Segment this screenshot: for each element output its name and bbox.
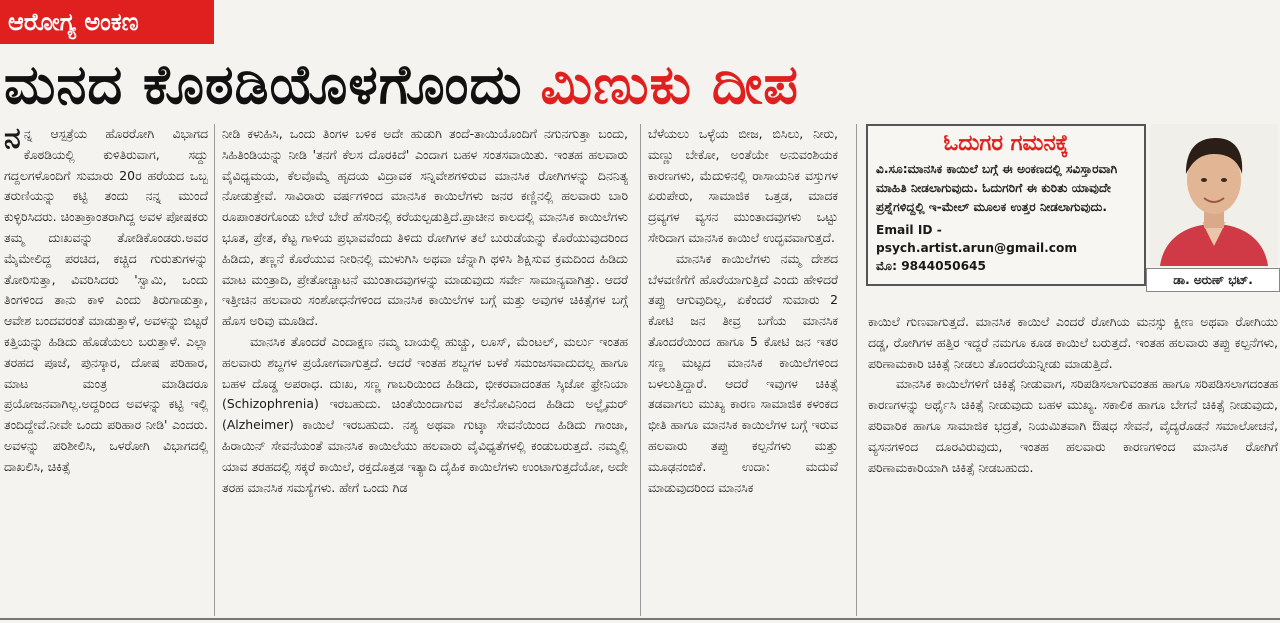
article-column-3 xyxy=(648,124,838,618)
article-paragraph xyxy=(4,124,208,478)
article-text: ನ್ನ ಆಸ್ಪತ್ರೆಯ ಹೊರರೋಗಿ ವಿಭಾಗದ ಕೊಠಡಿಯಲ್ಲಿ ಕುಳಿತಿರುವಾಗ, ಸದ್ದು ಗದ್ದಲಗಳೊಂದಿಗೆ ಸುಮಾರು 20ರ ಹರೆಯದ ಒಬ್ಬ ತರುಣಿಯನ್ನು ಕಟ್ಟಿ ತಂದು ನನ್ನ ಮುಂದೆ ಕುಳ್ಳಿರಿಸಿದರು. ಚಿಂತಾಕ್ರಾಂತರಾಗಿದ್ದ ಅವಳ ಪೋಷಕರು ತಮ್ಮ ದುಃಖವನ್ನು ತೋಡಿಕೊಂಡರು.ಅವರ ಮೈಮೇಲಿದ್ದ ಪರಚಿದ, ಕಚ್ಚಿದ ಗುರುತುಗಳನ್ನು ತೋರಿಸುತ್ತಾ, ವಿವರಿಸಿದರು 'ಸ್ವಾಮಿ, ಒಂದು ತಿಂಗಳಿಂದ ತಾನು ಕಾಳಿ ಎಂದು ತಿರುಗಾಡುತ್ತಾ, ಆವೇಶ ಬಂದವರಂತೆ ಮಾಡುತ್ತಾಳೆ, ಅವಳನ್ನು ಬಿಟ್ಟರೆ ಕತ್ತಿಯನ್ನು ಹಿಡಿದು ಹೊಡೆಯಲು ಬರುತ್ತಾಳೆ. ಎಲ್ಲಾ ತರಹದ ಪೂಜೆ, ಪುನಸ್ಕಾರ, ದೋಷ ಪರಿಹಾರ, ಮಾಟ ಮಂತ್ರ ಮಾಡಿದರೂ ಪ್ರಯೋಜನವಾಗಿಲ್ಲ.ಅದ್ದರಿಂದ ಅವಳನ್ನು ಕಟ್ಟಿ ಇಲ್ಲಿ ತಂದಿದ್ದೇವೆ.ನೀವೇ ಒಂದು ಪರಿಹಾರ ನೀಡಿ' ಎಂದರು. ಅವಳನ್ನು ಪರಿಶೀಲಿಸಿ, ಒಳರೋಗಿ ವಿಭಾಗದಲ್ಲಿ ದಾಖಲಿಸಿ, ಚಿಕಿತ್ಸೆ xyxy=(4,126,208,474)
column-divider xyxy=(214,124,215,616)
section-badge: ಆರೋಗ್ಯ ಅಂಕಣ xyxy=(0,0,214,44)
column-divider xyxy=(640,124,641,616)
headline-part2: ಮಿಣುಕು ದೀಪ xyxy=(540,53,799,116)
drop-cap: ನ xyxy=(4,124,21,156)
article-column-1 xyxy=(4,124,208,618)
author-photo xyxy=(1150,124,1278,266)
article-paragraph: ಬೆಳೆಯಲು ಒಳ್ಳೆಯ ಬೀಜ, ಬಿಸಿಲು, ನೀರು, ಮಣ್ಣು ಬೇಕೋ, ಅಂತೆಯೇ ಅನುವಂಶಿಯಕ ಕಾರಣಗಳು, ಮೆದುಳಿನಲ್ಲಿ ರಾಸಾಯನಿಕ ವಸ್ತುಗಳ ಏರುಪೇರು, ಸಾಮಾಜಿಕ ಒತ್ತಡ, ಮಾದಕ ದ್ರವ್ಯಗಳ ವ್ಯಸನ ಮುಂತಾದವುಗಳು ಒಟ್ಟು ಸೇರಿದಾಗ ಮಾನಸಿಕ ಕಾಯಿಲೆ ಉದ್ಭವವಾಗುತ್ತದೆ. xyxy=(648,126,838,245)
column-divider xyxy=(856,124,857,616)
notice-title: ಓದುಗರ ಗಮನಕ್ಕೆ xyxy=(943,131,1069,156)
bottom-rule xyxy=(0,618,1280,620)
notice-email[interactable]: Email ID - psych.artist.arun@gmail.com xyxy=(876,223,1078,255)
notice-text: ವಿ.ಸೂ:ಮಾನಸಿಕ ಕಾಯಿಲೆ ಬಗ್ಗೆ ಈ ಅಂಕಣದಲ್ಲಿ ಸವಿಸ್ತಾರವಾಗಿ ಮಾಹಿತಿ ನೀಡಲಾಗುವುದು. ಓದುಗರಿಗೆ ಈ ಕುರಿತು ಯಾವುದೇ ಪ್ರಶ್ನೆಗಳಿದ್ದಲ್ಲಿ ಇ-ಮೇಲ್ ಮೂಲಕ ಉತ್ತರ ನೀಡಲಾಗುವುದು. xyxy=(876,162,1118,214)
article-paragraph: ಮಾನಸಿಕ ಕಾಯಿಲೆಗಳಿಗೆ ಚಿಕಿತ್ಸೆ ನೀಡುವಾಗ, ಸರಿಪಡಿಸಲಾಗುವಂತಹ ಹಾಗೂ ಸರಿಪಡಿಸಲಾಗದಂತಹ ಕಾರಣಗಳನ್ನು ಅರ್ಥೈಸಿ ಚಿಕಿತ್ಸೆ ನೀಡುವುದು ಬಹಳ ಮುಖ್ಯ. ಸಕಾಲಿಕ ಹಾಗೂ ಬೇಗನೆ ಚಿಕಿತ್ಸೆ ನೀಡುವುದು, ಪರಿವಾರಿಕ ಹಾಗೂ ಸಾಮಾಜಿಕ ಭದ್ರತೆ, ನಿಯಮಿತವಾಗಿ ಔಷಧ ಸೇವನೆ, ವೈದ್ಯರೊಡನೆ ಸಮಾಲೋಚನೆ, ವ್ಯಸನಗಳಿಂದ ದೂರವಿರುವುದು, ಇಂತಹ ಹಲವಾರು ಕಾರಣಗಳಿಂದ ಮಾನಸಿಕ ರೋಗಿಗೆ ಪರಿಣಾಮಕಾರಿಯಾಗಿ ಚಿಕಿತ್ಸೆ ನೀಡಬಹುದು. xyxy=(868,376,1278,475)
article-paragraph: ಮಾನಸಿಕ ಕಾಯಿಲೆಗಳು ನಮ್ಮ ದೇಶದ ಬೆಳವಣಿಗೆಗೆ ಹೊರೆಯಾಗುತ್ತಿದೆ ಎಂದು ಹೇಳಿದರೆ ತಪ್ಪು ಆಗುವುದಿಲ್ಲ, ಏಕೆಂದರೆ ಸುಮಾರು 2 ಕೋಟಿ ಜನ ತೀವ್ರ ಬಗೆಯ ಮಾನಸಿಕ ತೊಂದರೆಯಿಂದ ಹಾಗೂ 5 ಕೋಟಿ ಜನ ಇತರ ಸಣ್ಣ ಮಟ್ಟದ ಮಾನಸಿಕ ಕಾಯಿಲೆಗಳಿಂದ ಬಳಲುತ್ತಿದ್ದಾರೆ. ಆದರೆ ಇವುಗಳ ಚಿಕಿತ್ಸೆ ತಡವಾಗಲು ಮುಖ್ಯ ಕಾರಣ ಸಾಮಾಜಿಕ ಕಳಂಕದ ಭೀತಿ ಹಾಗೂ ಮಾನಸಿಕ ಕಾಯಿಲೆಗಳ ಬಗ್ಗೆ ಇರುವ ಹಲವಾರು ತಪ್ಪು ಕಲ್ಪನೆಗಳು ಮತ್ತು ಮೂಢನಂಬಿಕೆ. ಉದಾ: ಮದುವೆ ಮಾಡುವುದರಿಂದ ಮಾನಸಿಕ xyxy=(648,250,838,495)
article-column-2 xyxy=(222,124,628,618)
headline xyxy=(4,50,1280,120)
author-portrait-icon xyxy=(1150,124,1278,266)
notice-phone: ಮೊ: 9844050645 xyxy=(876,259,987,273)
article-paragraph: ಕಾಯಿಲೆ ಗುಣವಾಗುತ್ತದೆ. ಮಾನಸಿಕ ಕಾಯಿಲೆ ಎಂದರೆ ರೋಗಿಯ ಮನಸ್ಸು ಕ್ಷೀಣ ಅಥವಾ ರೋಗಿಯು ದಡ್ಡ, ರೋಗಿಗಳ ಹತ್ತಿರ ಇದ್ದರೆ ನಮಗೂ ಕೂಡ ಕಾಯಿಲೆ ಬರುತ್ತದೆ. ಇಂತಹ ಹಲವಾರು ತಪ್ಪು ಕಲ್ಪನೆಗಳು, ಪರಿಣಾಮಕಾರಿ ಚಿಕಿತ್ಸೆ ನೀಡಲು ತೊಂದರೆಯನ್ನೀಡು ಮಾಡುತ್ತಿದೆ. xyxy=(868,314,1278,371)
article-column-4 xyxy=(868,312,1278,532)
reader-notice-box xyxy=(866,124,1146,286)
article-paragraph: ಮಾನಸಿಕ ತೊಂದರೆ ಎಂದಾಕ್ಷಣ ನಮ್ಮ ಬಾಯಲ್ಲಿ ಹುಚ್ಚು, ಲೂಸ್, ಮೆಂಟಲ್, ಮರ್ಲು ಇಂತಹ ಹಲವಾರು ಶಬ್ದಗಳ ಪ್ರಯೋಗವಾಗುತ್ತದೆ. ಆದರೆ ಇಂತಹ ಶಬ್ದಗಳ ಬಳಕೆ ಸಮಂಜಸವಾದುದಲ್ಲ ಹಾಗೂ ಬಹಳ ದೊಡ್ಡ ಅಪರಾಧ. ದುಃಖ, ಸಣ್ಣ ಗಾಬರಿಯಿಂದ ಹಿಡಿದು, ಭೀಕರವಾದಂತಹ ಸ್ಕಿಜೋ ಫ್ರೇನಿಯಾ (Schizophrenia) ಇರಬಹುದು. ಚಿಂತೆಯಿಂದಾಗುವ ತಲೆನೋವಿನಿಂದ ಹಿಡಿದು ಅಲ್ಝೈಮರ್ (Alzheimer) ಕಾಯಿಲೆ ಇರಬಹುದು. ನಶ್ಯ ಅಥವಾ ಗುಟ್ಕಾ ಸೇವನೆಯಿಂದ ಹಿಡಿದು ಗಾಂಜಾ, ಹಿರಾಯಿನ್ ಸೇವನೆಯಂತೆ ಮಾನಸಿಕ ಕಾಯಿಲೆಯು ಹಲವಾರು ವೈವಿಧ್ಯತೆಗಳಲ್ಲಿ ಕಂಡುಬರುತ್ತದೆ. ನಮ್ಮಲ್ಲಿ ಯಾವ ತರಹದಲ್ಲಿ ಸಕ್ಕರೆ ಕಾಯಿಲೆ, ರಕ್ತದೊತ್ತಡ ಇತ್ಯಾದಿ ದೈಹಿಕ ಕಾಯಿಲೆಗಳು ಉಂಟಾಗುತ್ತದೆಯೋ, ಅದೇ ತರಹ ಮಾನಸಿಕ ಸಮಸ್ಯೆಗಳು. ಹೇಗೆ ಒಂದು ಗಿಡ xyxy=(222,333,628,495)
article-paragraph: ನೀಡಿ ಕಳುಹಿಸಿ, ಒಂದು ತಿಂಗಳ ಬಳಿಕ ಅದೇ ಹುಡುಗಿ ತಂದೆ-ತಾಯಿಯೊಂದಿಗೆ ನಗುನಗುತ್ತಾ ಬಂದು, ಸಿಹಿತಿಂಡಿಯನ್ನು ನೀಡಿ 'ತನಗೆ ಕೆಲಸ ದೊರಕಿದೆ' ಎಂದಾಗ ಬಹಳ ಸಂತಸವಾಯಿತು. ಇಂತಹ ಹಲವಾರು ವೈವಿಧ್ಯಮಯ, ಕೆಲವೊಮ್ಮೆ ಹೃದಯ ವಿದ್ರಾವಕ ಸನ್ನಿವೇಶಗಳಿರುವ ಮಾನಸಿಕ ರೋಗಿಗಳನ್ನು ದಿನನಿತ್ಯ ನೋಡುತ್ತೇವೆ. ಸಾವಿರಾರು ವರ್ಷಗಳಿಂದ ಮಾನಸಿಕ ಕಾಯಿಲೆಗಳು ಜನರ ಕಣ್ಣಿನಲ್ಲಿ ಹಲವಾರು ಬಾರಿ ರೂಪಾಂತರಗೊಂಡು ಬೇರೆ ಬೇರೆ ಹೆಸರಿನಲ್ಲಿ ಕರೆಯಲ್ಪಡುತ್ತಿದೆ.ಪ್ರಾಚೀನ ಕಾಲದಲ್ಲಿ ಮಾನಸಿಕ ಕಾಯಿಲೆಗಳು ಭೂತ, ಪ್ರೇತ, ಕೆಟ್ಟ ಗಾಳಿಯ ಪ್ರಭಾವವೆಂದು ತಿಳಿದು ರೋಗಿಗಳ ತಲೆ ಬುರುಡೆಯನ್ನು ಕೊರೆಯುವುದರಿಂದ ಹಿಡಿದು, ತಣ್ಣನೆ ಕೊರೆಯುವ ನೀರಿನಲ್ಲಿ ಮುಳುಗಿಸಿ ಅಥವಾ ಚೆನ್ನಾಗಿ ಥಳಿಸಿ ಶಿಕ್ಷಿಸುವ ಕ್ರಮದಿಂದ ಹಿಡಿದು ಮಾಟ ಮಂತ್ರಾದಿ, ಪ್ರೇತೋಚ್ಚಾಟನೆ ಮುಂತಾದವುಗಳನ್ನು ಮಾಡುವುದು ಸರ್ವೇ ಸಾಮಾನ್ಯವಾಗಿತ್ತು. ಆದರೆ ಇತ್ತೀಚಿನ ಹಲವಾರು ಸಂಶೋಧನೆಗಳಿಂದ ಮಾನಸಿಕ ಕಾಯಿಲೆಗಳ ಬಗ್ಗೆ ಮತ್ತು ಅವುಗಳ ಚಿಕಿತ್ಸೆಗಳ ಬಗ್ಗೆ ಹೊಸ ಅರಿವು ಮೂಡಿದೆ. xyxy=(222,126,628,329)
author-caption: ಡಾ. ಅರುಣ್ ಭಟ್. xyxy=(1146,268,1280,292)
headline-part1: ಮನದ ಕೊಠಡಿಯೊಳಗೊಂದು xyxy=(4,53,523,116)
